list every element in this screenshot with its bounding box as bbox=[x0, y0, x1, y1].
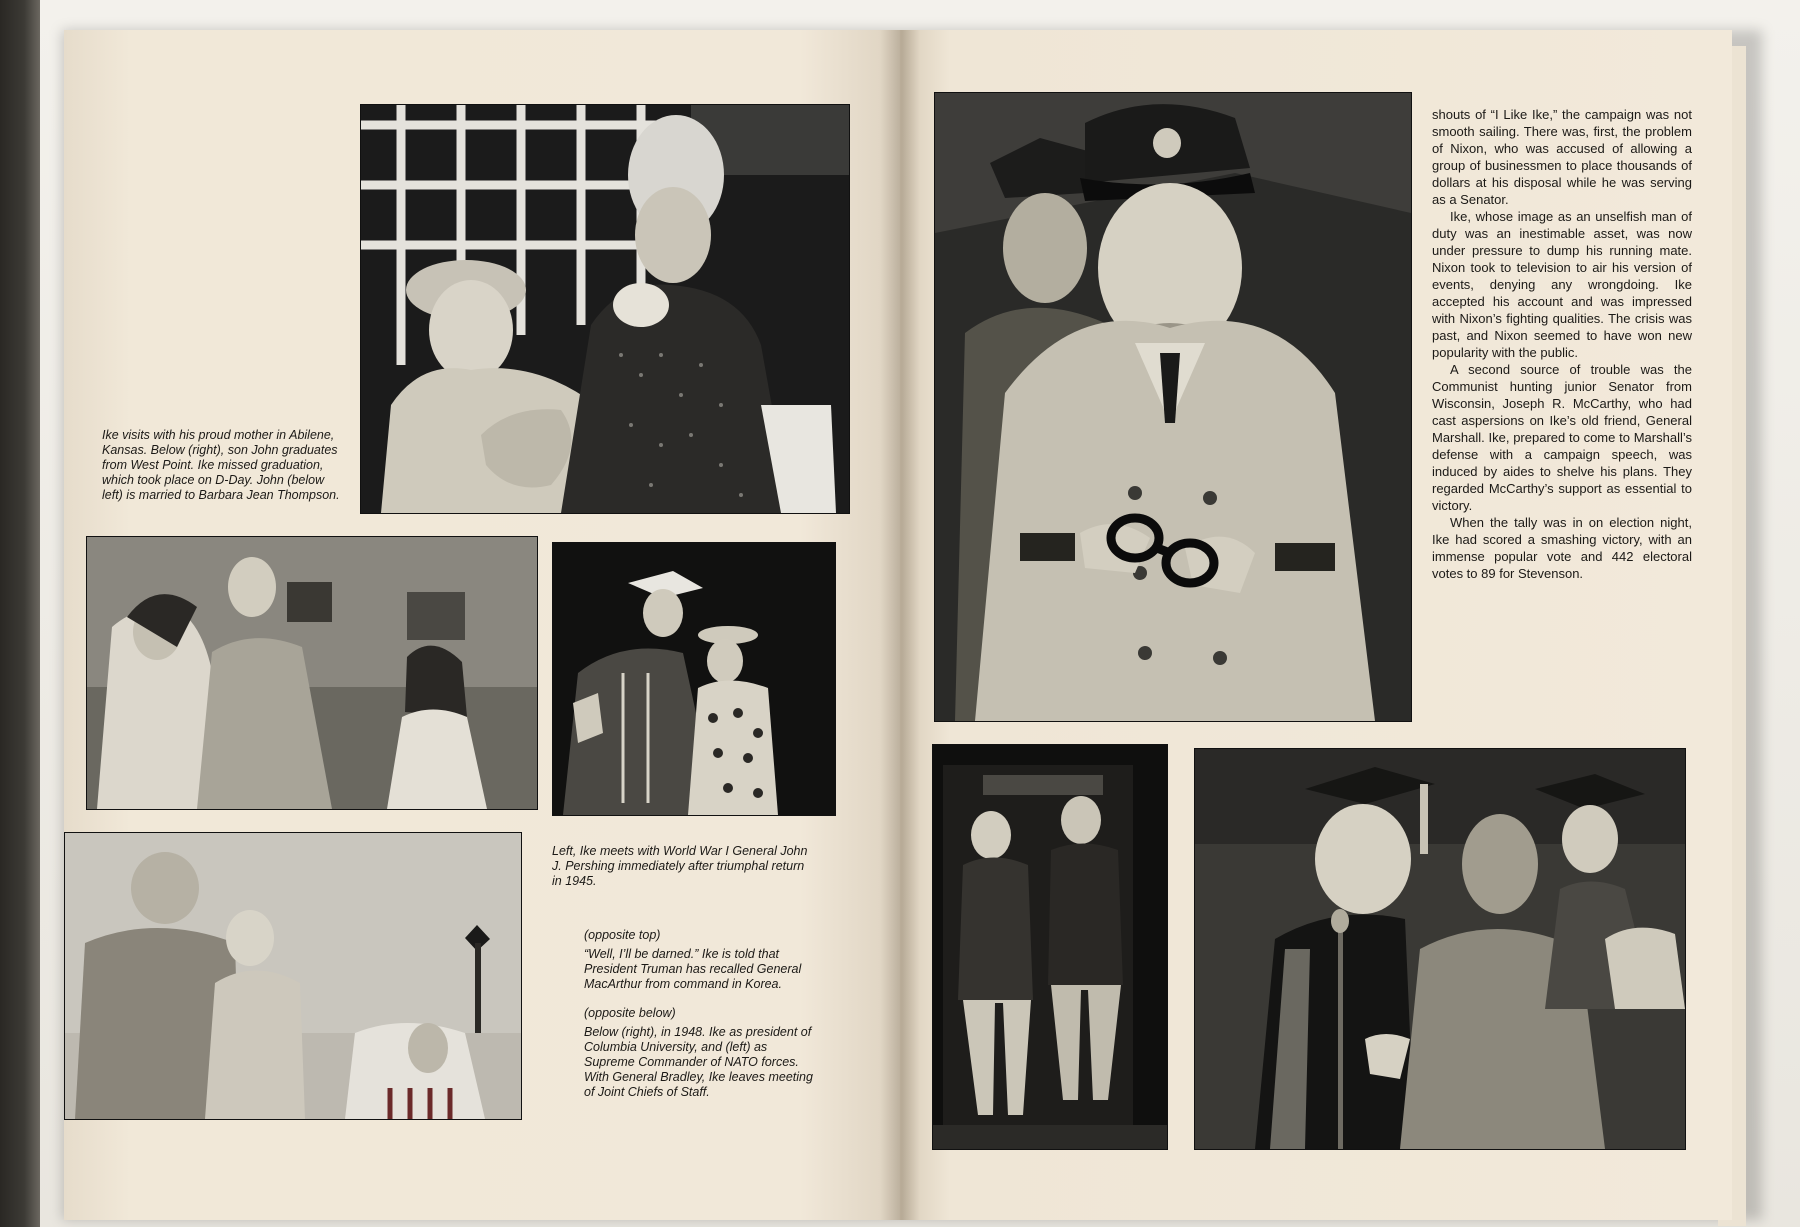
caption-mother bbox=[102, 428, 342, 513]
photo-columbia-university-image bbox=[1195, 749, 1685, 1149]
caption-opposite-below-text: Below (right), in 1948. Ike as president of Columbia University, and (left) as Supreme Commander of NATO forces. With General Bradley, Ike leaves meeting of Joint Chiefs of Staff. bbox=[584, 1025, 813, 1099]
photo-john-wedding-image bbox=[87, 537, 537, 809]
article-paragraph: Ike, whose image as an unselfish man of duty was an inestimable asset, was now under pressure to dump his running mate. Nixon took to television to air his version of events, denying any wrongdoing. Ike accepted his account and was impressed with Nixon’s fighting qualities. The crisis was past, and Nixon seemed to have won new popularity with the public. bbox=[1432, 209, 1692, 360]
photo-west-point-graduation-image bbox=[553, 543, 835, 815]
article-paragraph: When the tally was in on election night, Ike had scored a smashing victory, with an immense popular vote and 442 electoral votes to 89 for Stevenson. bbox=[1432, 515, 1692, 581]
photo-ike-with-glasses-image bbox=[935, 93, 1411, 721]
article-paragraph: shouts of “I Like Ike,” the campaign was not smooth sailing. There was, first, the problem of Nixon, who was accused of allowing a group of businessmen to place thousands of dollars at his disposal while he was serving as a Senator. bbox=[1432, 107, 1692, 207]
photo-ike-with-bradley bbox=[932, 744, 1168, 1150]
photo-pershing-meeting-image bbox=[65, 833, 521, 1119]
photo-ike-with-mother bbox=[360, 104, 850, 514]
gutter-shadow bbox=[880, 30, 920, 1220]
table-edge bbox=[0, 0, 40, 1227]
photo-john-wedding bbox=[86, 536, 538, 810]
caption-opposite bbox=[584, 928, 816, 1110]
photo-ike-with-mother-image bbox=[361, 105, 849, 513]
photo-columbia-university bbox=[1194, 748, 1686, 1150]
caption-opposite-top-heading: (opposite top) bbox=[584, 928, 661, 942]
photo-ike-with-bradley-image bbox=[933, 745, 1167, 1149]
caption-opposite-below-heading: (opposite below) bbox=[584, 1006, 676, 1020]
photo-ike-with-glasses bbox=[934, 92, 1412, 722]
photo-west-point-graduation bbox=[552, 542, 836, 816]
caption-opposite-top-text: “Well, I’ll be darned.” Ike is told that President Truman has recalled General MacArthur from command in Korea. bbox=[584, 947, 802, 991]
article-paragraph: A second source of trouble was the Communist hunting junior Senator from Wisconsin, Joseph R. McCarthy, who had cast aspersions on Ike’s old friend, General Marshall. Ike, prepared to come to Marshall’s defense with a campaign speech, was induced by aides to shelve his plans. They regarded McCarthy’s support as essential to victory. bbox=[1432, 362, 1692, 513]
article-text bbox=[1432, 106, 1692, 582]
caption-pershing-text: Left, Ike meets with World War I General John J. Pershing immediately after triumphal return in 1945. bbox=[552, 844, 808, 888]
caption-pershing bbox=[552, 844, 816, 899]
caption-mother-text: Ike visits with his proud mother in Abilene, Kansas. Below (right), son John graduates from West Point. Ike missed graduation, which took place on D-Day. John (below left) is married to Barbara Jean Thompson. bbox=[102, 428, 340, 502]
photo-pershing-meeting bbox=[64, 832, 522, 1120]
